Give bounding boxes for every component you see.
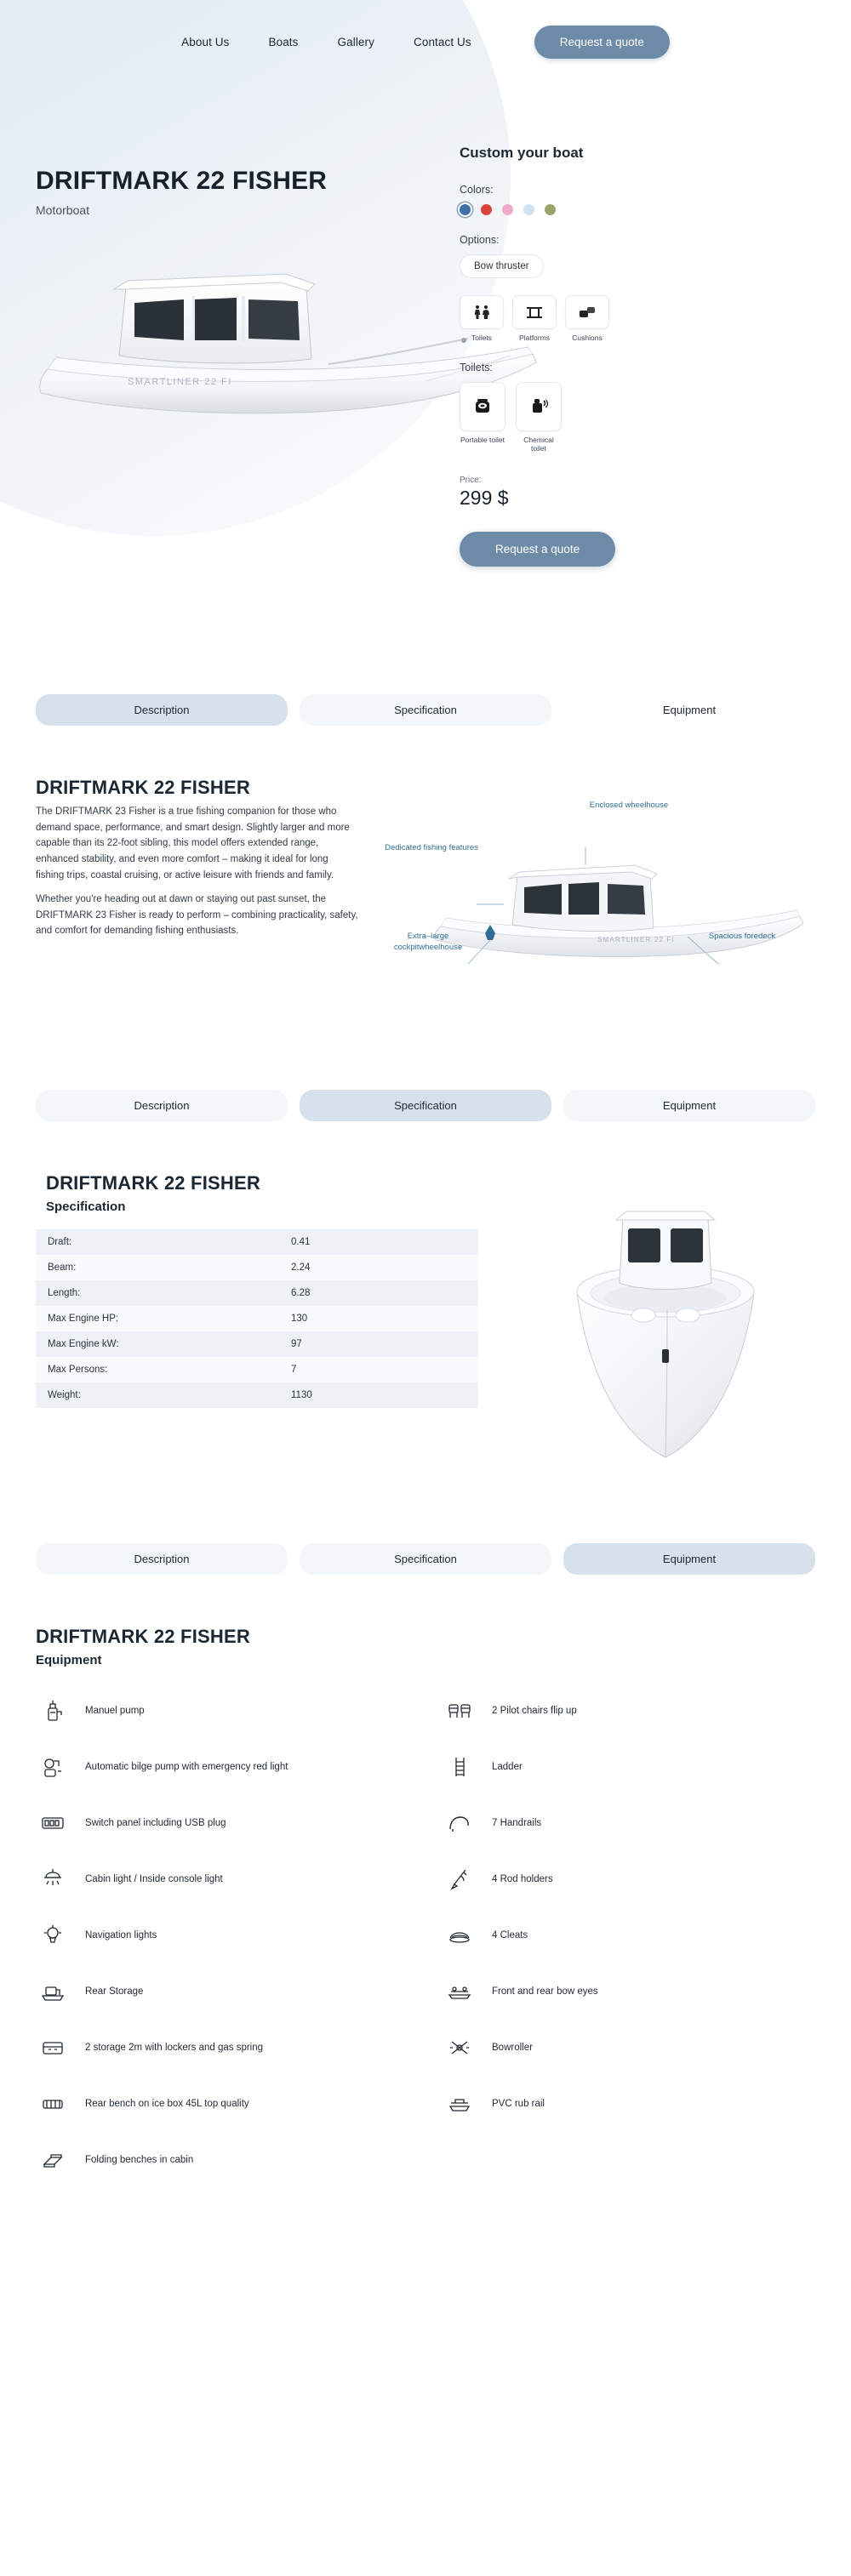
tab-specification-2[interactable]: Specification — [300, 1090, 551, 1121]
rear-bench-icon — [36, 2089, 70, 2118]
equipment-label: 2 Pilot chairs flip up — [492, 1705, 577, 1716]
list-item — [443, 1795, 815, 1851]
hand-pump-icon — [36, 1696, 70, 1725]
list-item — [36, 1795, 408, 1851]
callout-enclosed-wheelhouse: Enclosed wheelhouse — [589, 801, 669, 810]
list-item — [443, 2020, 815, 2076]
list-item — [443, 1739, 815, 1795]
cabin-light-icon — [36, 1865, 70, 1894]
chemical-toilet-icon — [516, 382, 562, 431]
boat-configurator — [460, 145, 715, 567]
equipment-label: Automatic bilge pump with emergency red light — [85, 1761, 288, 1772]
option-chip-bow-thruster[interactable]: Bow thruster — [460, 254, 544, 278]
equipment-label: Manuel pump — [85, 1705, 145, 1716]
svg-text:SMARTLINER 22 FI: SMARTLINER 22 FI — [597, 936, 676, 943]
specification-title: DRIFTMARK 22 FISHER — [46, 1172, 260, 1194]
bilge-pump-icon — [36, 1752, 70, 1781]
specification-boat-front-image — [538, 1164, 793, 1470]
nav-request-quote-button[interactable]: Request a quote — [534, 26, 670, 59]
cushions-icon — [565, 295, 609, 329]
spec-value-beam: 2.24 — [291, 1262, 311, 1273]
spec-value-length: 6.28 — [291, 1288, 311, 1298]
switch-panel-icon — [36, 1809, 70, 1838]
color-swatch-light-blue[interactable] — [523, 204, 534, 215]
equipment-subtitle: Equipment — [36, 1653, 102, 1667]
equipment-label: Ladder — [492, 1761, 523, 1772]
tab-description-2[interactable]: Description — [36, 1090, 288, 1121]
list-item — [36, 2132, 408, 2188]
tab-equipment-2[interactable]: Equipment — [563, 1090, 815, 1121]
hero-boat-decal: SMARTLINER 22 FI — [128, 377, 232, 387]
toilets-icon — [460, 295, 504, 329]
equipment-label: Rear Storage — [85, 1986, 144, 1997]
options-label: Options: — [460, 234, 500, 246]
bow-eye-icon — [443, 1977, 477, 2006]
nav-item-about-us[interactable]: About Us — [181, 36, 230, 48]
list-item — [36, 2076, 408, 2132]
spec-value-max-persons: 7 — [291, 1365, 297, 1375]
nav-item-contact-us[interactable]: Contact Us — [413, 36, 471, 48]
specification-table — [36, 1229, 478, 1408]
equipment-label: Folding benches in cabin — [85, 2154, 194, 2165]
spec-value-weight: 1130 — [291, 1390, 312, 1400]
equipment-label: Bowroller — [492, 2042, 533, 2053]
table-row — [36, 1229, 478, 1255]
equipment-label: 4 Rod holders — [492, 1873, 553, 1884]
rub-rail-icon — [443, 2089, 477, 2118]
list-item — [36, 2020, 408, 2076]
description-text — [36, 804, 359, 948]
nav-item-boats[interactable]: Boats — [268, 36, 299, 48]
color-swatch-pink[interactable] — [502, 204, 513, 215]
list-item — [443, 1851, 815, 1907]
list-item — [443, 2076, 815, 2132]
tab-description-1[interactable]: Description — [36, 694, 288, 726]
tab-equipment-1[interactable]: Equipment — [662, 704, 717, 716]
list-item — [443, 1907, 815, 1963]
table-row — [36, 1280, 478, 1306]
configurator-request-quote-button[interactable]: Request a quote — [460, 532, 615, 567]
toilet-card-chemical[interactable] — [516, 382, 562, 453]
option-card-toilets[interactable] — [460, 295, 504, 343]
description-paragraph-1: The DRIFTMARK 23 Fisher is a true fishing companion for those who demand space, performance, and smart design. Slightly larger and more capable than its 22-foot sibling, this model offers extended range, enhanced stability, and even more comfort – making it ideal for long fishing trips, coastal cruising, or active leisure with friends and family. — [36, 806, 350, 881]
option-card-group — [460, 295, 715, 343]
folding-bench-icon — [36, 2146, 70, 2174]
rod-holder-icon — [443, 1865, 477, 1894]
toilet-card-group — [460, 382, 715, 453]
equipment-title: DRIFTMARK 22 FISHER — [36, 1626, 250, 1647]
list-item — [36, 1739, 408, 1795]
list-item — [36, 1851, 408, 1907]
list-item — [36, 1683, 408, 1739]
description-title: DRIFTMARK 22 FISHER — [36, 777, 250, 798]
hero-section — [0, 0, 851, 689]
option-card-toilets-label: Toilets — [471, 333, 493, 342]
platform-icon — [512, 295, 557, 329]
rear-storage-icon — [36, 1977, 70, 2006]
specification-section — [0, 1172, 851, 1470]
colors-label: Colors: — [460, 184, 494, 196]
equipment-label: Switch panel including USB plug — [85, 1817, 226, 1828]
list-item — [36, 1907, 408, 1963]
hero-heading-block — [36, 167, 327, 217]
tab-bar-specification — [0, 1090, 851, 1121]
callout-spacious-foredeck: Spacious foredeck — [708, 932, 776, 941]
spec-value-draft: 0.41 — [291, 1237, 311, 1247]
tab-description-3[interactable]: Description — [36, 1543, 288, 1575]
color-swatch-olive[interactable] — [545, 204, 556, 215]
table-row — [36, 1331, 478, 1357]
option-card-platforms[interactable] — [512, 295, 557, 343]
callout-dedicated-fishing-features: Dedicated fishing features — [385, 843, 478, 852]
table-row — [36, 1306, 478, 1331]
spec-value-max-engine-hp: 130 — [291, 1314, 308, 1324]
list-item — [443, 1963, 815, 2020]
option-card-platforms-label: Platforms — [519, 333, 550, 342]
specification-subtitle: Specification — [46, 1200, 126, 1214]
table-row — [36, 1357, 478, 1382]
toilet-card-portable[interactable] — [460, 382, 505, 453]
hero-title: DRIFTMARK 22 FISHER — [36, 167, 328, 195]
toilet-card-chemical-label: Chemical toilet — [523, 435, 554, 453]
portable-toilet-icon — [460, 382, 505, 431]
main-navigation — [0, 0, 851, 59]
callout-extra-large-cockpit: Extra–large cockpitwheelhouse — [393, 932, 463, 952]
spec-key-weight: Weight: — [48, 1390, 81, 1400]
spec-key-max-persons: Max Persons: — [48, 1365, 108, 1375]
ladder-icon — [443, 1752, 477, 1781]
spec-key-length: Length: — [48, 1288, 81, 1298]
spec-key-max-engine-kw: Max Engine kW: — [48, 1339, 119, 1349]
color-swatch-red[interactable] — [481, 204, 492, 215]
equipment-label: Rear bench on ice box 45L top quality — [85, 2098, 249, 2109]
spec-key-beam: Beam: — [48, 1262, 77, 1273]
price-label: Price: — [460, 475, 482, 485]
spec-key-draft: Draft: — [48, 1237, 72, 1247]
tab-specification-3[interactable]: Specification — [300, 1543, 551, 1575]
tab-equipment-3[interactable]: Equipment — [563, 1543, 815, 1575]
navigation-light-icon — [36, 1921, 70, 1950]
price-value: 299 $ — [460, 486, 509, 509]
table-row — [36, 1382, 478, 1408]
equipment-label: Cabin light / Inside console light — [85, 1873, 223, 1884]
toilets-label: Toilets: — [460, 361, 493, 373]
color-swatch-navy-blue[interactable] — [460, 204, 471, 215]
equipment-grid-filler — [443, 2132, 815, 2188]
pilot-chairs-icon — [443, 1696, 477, 1725]
tab-bar-description — [0, 694, 851, 726]
description-diagram — [385, 801, 815, 1017]
description-paragraph-2: Whether you're heading out at dawn or staying out past sunset, the DRIFTMARK 23 Fisher is ready to perform – combining practicality, safety, and comfort for demanding fishing enthusiasts. — [36, 894, 358, 937]
hero-subtitle: Motorboat — [36, 203, 90, 217]
color-swatch-group — [460, 204, 715, 215]
spec-value-max-engine-kw: 97 — [291, 1339, 302, 1349]
option-card-cushions-label: Cushions — [572, 333, 603, 342]
equipment-section — [0, 1626, 851, 2188]
equipment-label: Front and rear bow eyes — [492, 1986, 598, 1997]
table-row — [36, 1255, 478, 1280]
equipment-label: PVC rub rail — [492, 2098, 545, 2109]
equipment-label: 4 Cleats — [492, 1929, 528, 1941]
nav-item-gallery[interactable]: Gallery — [337, 36, 374, 48]
list-item — [36, 1963, 408, 2020]
tab-bar-equipment — [0, 1543, 851, 1575]
cleat-icon — [443, 1921, 477, 1950]
configurator-heading: Custom your boat — [460, 145, 584, 161]
handrail-icon — [443, 1809, 477, 1838]
storage-locker-icon — [36, 2033, 70, 2062]
description-section — [0, 777, 851, 1017]
bowroller-icon — [443, 2033, 477, 2062]
equipment-grid — [36, 1683, 815, 2188]
toilet-card-portable-label: Portable toilet — [460, 435, 505, 444]
equipment-label: 7 Handrails — [492, 1817, 542, 1828]
option-card-cushions[interactable] — [565, 295, 609, 343]
equipment-label: 2 storage 2m with lockers and gas spring — [85, 2042, 264, 2053]
spec-key-max-engine-hp: Max Engine HP: — [48, 1314, 119, 1324]
equipment-label: Navigation lights — [85, 1929, 157, 1941]
tab-specification-1[interactable]: Specification — [300, 694, 551, 726]
list-item — [443, 1683, 815, 1739]
